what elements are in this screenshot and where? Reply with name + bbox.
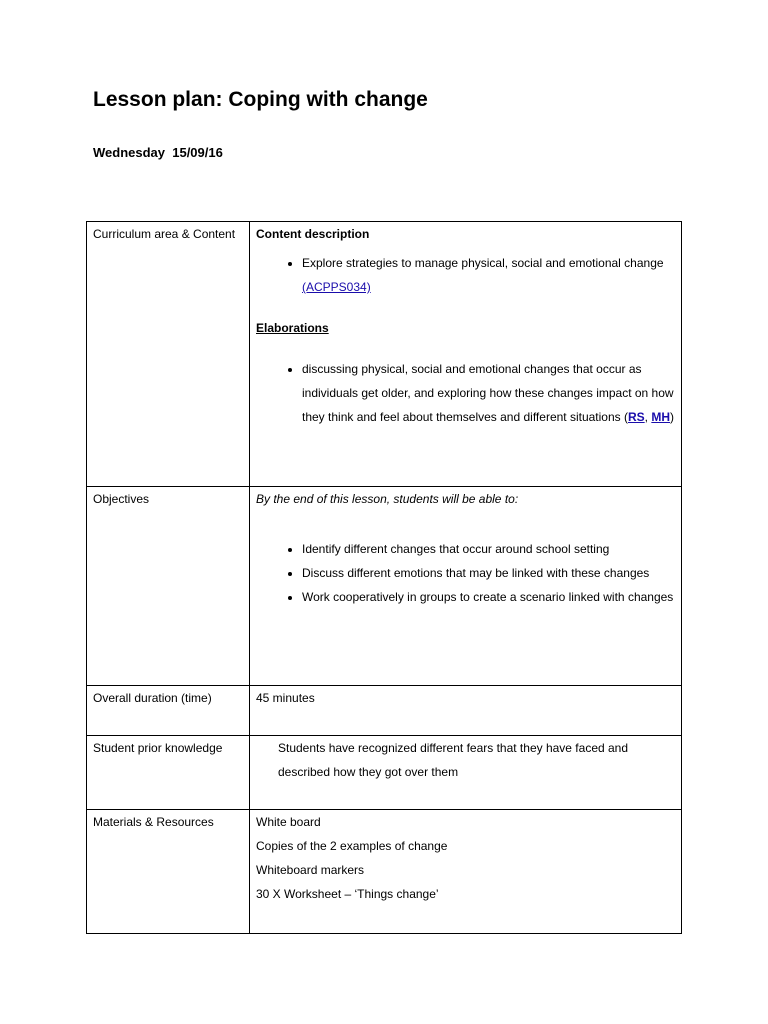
list-item: • Work cooperatively in groups to create a scenario linked with changes — [302, 585, 675, 609]
table-row-duration — [87, 686, 682, 736]
rs-link[interactable]: RS — [627, 410, 645, 424]
elaborations-list — [256, 357, 675, 429]
objectives-list — [256, 537, 675, 609]
row-label-duration: Overall duration (time) — [87, 686, 250, 736]
content-description-heading: Content description — [256, 227, 370, 241]
lesson-date: Wednesday 15/09/16 — [93, 145, 223, 160]
row-label-prior-knowledge: Student prior knowledge — [87, 736, 250, 810]
duration-value: 45 minutes — [250, 686, 682, 736]
elaboration-text: discussing physical, social and emotional changes that occur as individuals get older, and exploring how these changes impact on how they think and feel about themselves and different situations ( — [302, 362, 674, 424]
lesson-plan-table — [86, 221, 682, 934]
prior-knowledge-value: Students have recognized different fears that they have faced and described how they got over them — [250, 736, 682, 810]
table-row-curriculum — [87, 222, 682, 487]
list-item — [302, 251, 675, 299]
content-description-list — [256, 251, 675, 299]
objectives-intro: By the end of this lesson, students will be able to: — [256, 492, 519, 506]
document-title: Lesson plan: Coping with change — [93, 88, 428, 111]
mh-link[interactable]: MH — [651, 410, 670, 424]
materials-cell — [250, 810, 682, 934]
list-item: • Discuss different emotions that may be linked with these changes — [302, 561, 675, 585]
acpps034-link[interactable]: (ACPPS034) — [302, 280, 371, 294]
material-item: Whiteboard markers — [256, 863, 365, 877]
row-label-curriculum: Curriculum area & Content — [87, 222, 250, 487]
table-row-objectives — [87, 487, 682, 686]
material-item: Copies of the 2 examples of change — [256, 839, 448, 853]
elaboration-end: ) — [670, 410, 674, 424]
row-label-materials: Materials & Resources — [87, 810, 250, 934]
content-description-text: Explore strategies to manage physical, social and emotional change — [302, 256, 664, 270]
table-row-prior-knowledge — [87, 736, 682, 810]
row-label-objectives: Objectives — [87, 487, 250, 686]
material-item: 30 X Worksheet – ‘Things change’ — [256, 887, 439, 901]
table-row-materials — [87, 810, 682, 934]
link-separator: , — [644, 410, 652, 424]
objectives-cell — [250, 487, 682, 686]
content-description-cell — [250, 222, 682, 487]
material-item: White board — [256, 815, 321, 829]
elaborations-heading: Elaborations — [256, 321, 329, 335]
list-item — [302, 357, 675, 429]
list-item: • Identify different changes that occur around school setting — [302, 537, 675, 561]
